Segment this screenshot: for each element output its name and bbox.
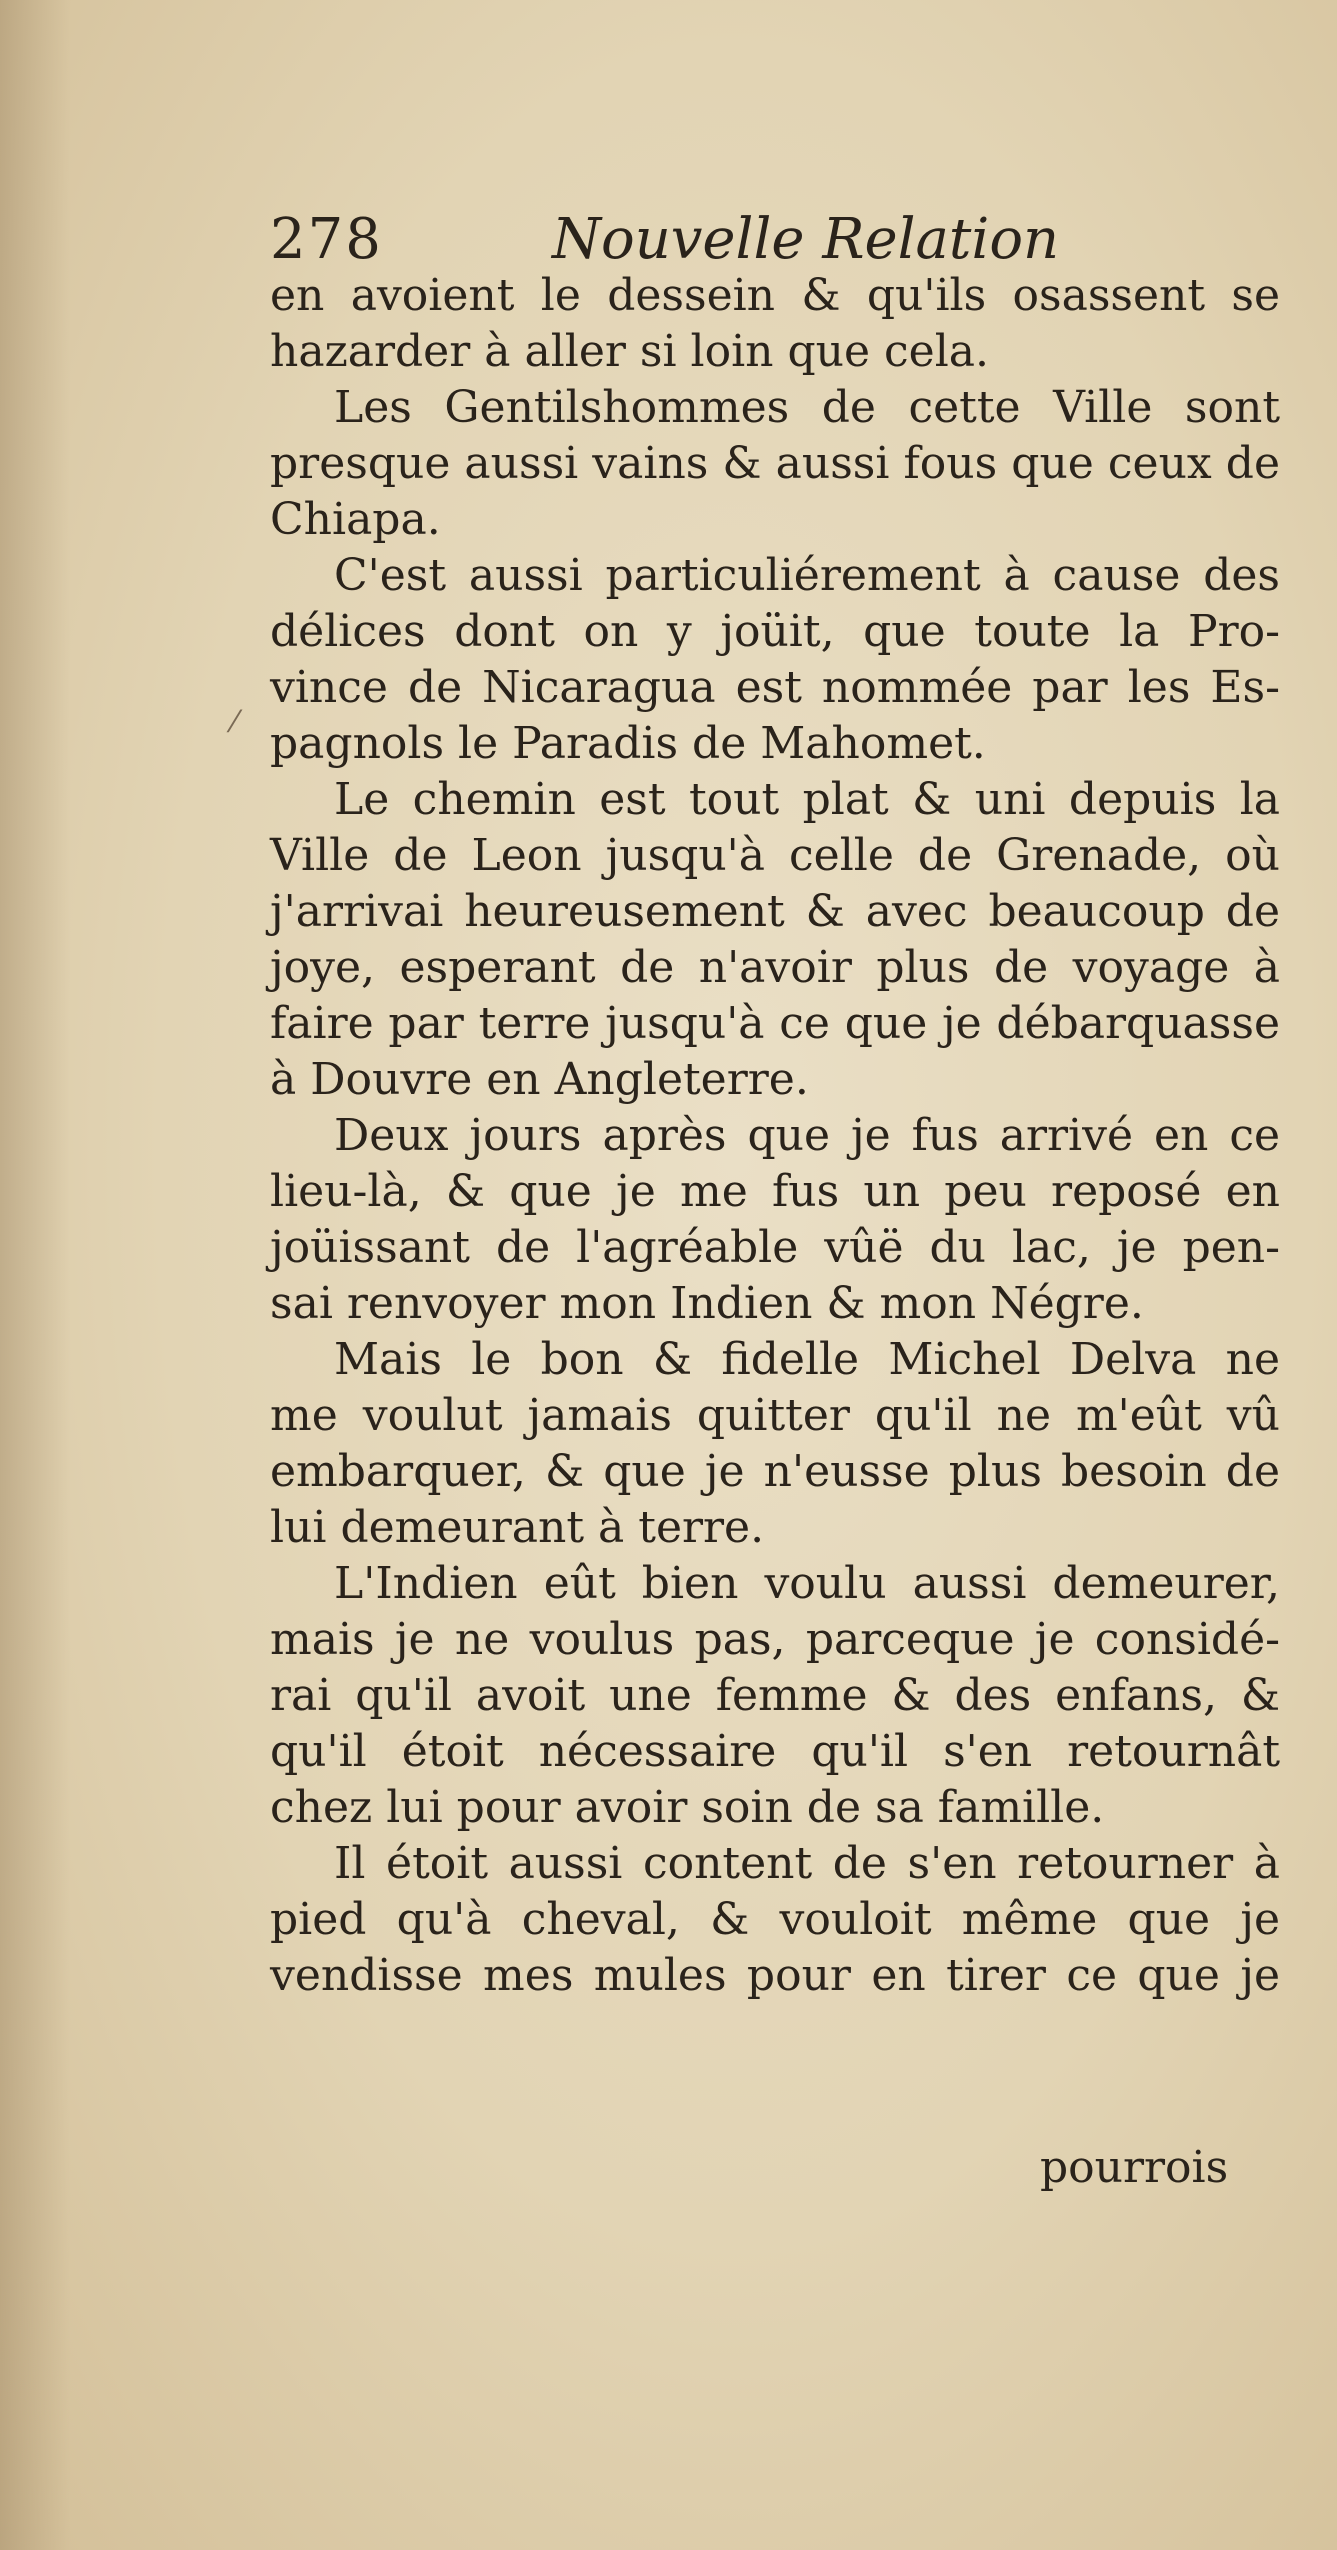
catchword: pourrois (1040, 2142, 1229, 2193)
text-line: Le chemin est tout plat & uni depuis la (334, 774, 1280, 825)
text-line: sai renvoyer mon Indien & mon Négre. (270, 1278, 1144, 1329)
text-line: Deux jours après que je fus arrivé en ce (334, 1110, 1280, 1161)
text-line: vendisse mes mules pour en tirer ce que je (270, 1950, 1280, 2001)
text-line: Ville de Leon jusqu'à celle de Grenade, où (270, 830, 1280, 881)
text-line: en avoient le dessein & qu'ils osassent se (270, 270, 1280, 321)
text-line: Chiapa. (270, 494, 441, 545)
text-line: pied qu'à cheval, & vouloit même que je (270, 1894, 1280, 1945)
text-line: joüissant de l'agréable vûë du lac, je pen- (270, 1222, 1280, 1273)
text-line: embarquer, & que je n'eusse plus besoin de (270, 1446, 1280, 1497)
text-line: Les Gentilshommes de cette Ville sont (334, 382, 1280, 433)
text-line: L'Indien eût bien voulu aussi demeurer, (334, 1558, 1280, 1609)
text-line: lui demeurant à terre. (270, 1502, 765, 1553)
text-line: rai qu'il avoit une femme & des enfans, & (270, 1670, 1280, 1721)
text-line: vince de Nicaragua est nommée par les Es- (270, 662, 1280, 713)
body-text (270, 268, 1280, 2004)
page-number: 278 (270, 207, 383, 272)
text-line: C'est aussi particuliérement à cause des (334, 550, 1280, 601)
text-line: hazarder à aller si loin que cela. (270, 326, 989, 377)
text-line: délices dont on y joüit, que toute la Pro- (270, 606, 1280, 657)
text-line: qu'il étoit nécessaire qu'il s'en retournât (270, 1726, 1280, 1777)
text-line: à Douvre en Angleterre. (270, 1054, 809, 1105)
text-line: chez lui pour avoir soin de sa famille. (270, 1782, 1105, 1833)
page-gutter-shadow (0, 0, 70, 2550)
text-line: joye, esperant de n'avoir plus de voyage à (270, 942, 1280, 993)
text-line: me voulut jamais quitter qu'il ne m'eût vû (270, 1390, 1280, 1441)
text-line: faire par terre jusqu'à ce que je débarquasse (270, 998, 1280, 1049)
text-line: Mais le bon & fidelle Michel Delva ne (334, 1334, 1280, 1385)
text-line: lieu-là, & que je me fus un peu reposé en (270, 1166, 1280, 1217)
margin-mark: ⁄ (232, 705, 238, 740)
running-title: Nouvelle Relation (552, 207, 1060, 272)
text-line: presque aussi vains & aussi fous que ceux de (270, 438, 1280, 489)
text-line: pagnols le Paradis de Mahomet. (270, 718, 986, 769)
text-line: j'arrivai heureusement & avec beaucoup de (270, 886, 1280, 937)
text-line: mais je ne voulus pas, parceque je considé- (270, 1614, 1280, 1665)
text-line: Il étoit aussi content de s'en retourner à (334, 1838, 1280, 1889)
